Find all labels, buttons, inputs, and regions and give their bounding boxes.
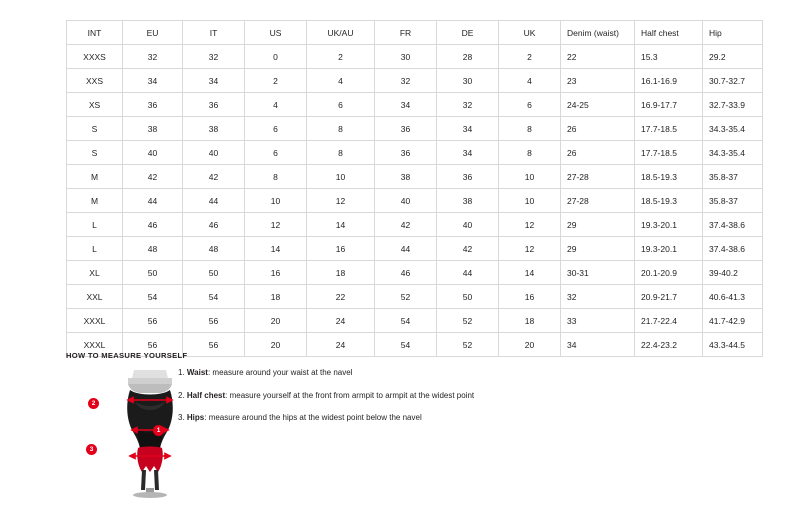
cell-half-chest: 20.1-20.9 <box>635 261 703 285</box>
cell-us: 2 <box>245 69 307 93</box>
cell-hip: 34.3-35.4 <box>703 141 763 165</box>
cell-it: 56 <box>183 333 245 357</box>
cell-half-chest: 20.9-21.7 <box>635 285 703 309</box>
cell-hip: 30.7-32.7 <box>703 69 763 93</box>
cell-hip: 39-40.2 <box>703 261 763 285</box>
cell-half-chest: 17.7-18.5 <box>635 141 703 165</box>
instruction-number: 1. <box>178 368 185 377</box>
cell-half-chest: 15.3 <box>635 45 703 69</box>
cell-int: S <box>67 141 123 165</box>
cell-fr: 34 <box>375 93 437 117</box>
cell-fr: 42 <box>375 213 437 237</box>
cell-it: 32 <box>183 45 245 69</box>
cell-ukau: 14 <box>307 213 375 237</box>
instruction-item-half-chest <box>178 391 738 401</box>
cell-ukau: 4 <box>307 69 375 93</box>
cell-half-chest: 17.7-18.5 <box>635 117 703 141</box>
cell-de: 52 <box>437 333 499 357</box>
cell-denim-waist: 29 <box>561 213 635 237</box>
cell-fr: 30 <box>375 45 437 69</box>
table-row <box>67 189 763 213</box>
cell-eu: 56 <box>123 333 183 357</box>
cell-denim-waist: 24-25 <box>561 93 635 117</box>
cell-de: 28 <box>437 45 499 69</box>
cell-ukau: 10 <box>307 165 375 189</box>
cell-denim-waist: 34 <box>561 333 635 357</box>
cell-int: XXXL <box>67 309 123 333</box>
cell-fr: 40 <box>375 189 437 213</box>
cell-uk: 10 <box>499 189 561 213</box>
cell-us: 16 <box>245 261 307 285</box>
cell-us: 20 <box>245 333 307 357</box>
cell-de: 36 <box>437 165 499 189</box>
cell-hip: 35.8-37 <box>703 189 763 213</box>
cell-eu: 50 <box>123 261 183 285</box>
cell-de: 52 <box>437 309 499 333</box>
cell-denim-waist: 23 <box>561 69 635 93</box>
cell-uk: 18 <box>499 309 561 333</box>
cell-ukau: 8 <box>307 141 375 165</box>
cell-uk: 8 <box>499 141 561 165</box>
instruction-item-hips <box>178 413 738 423</box>
cell-uk: 20 <box>499 333 561 357</box>
cell-int: XXXS <box>67 45 123 69</box>
cell-eu: 48 <box>123 237 183 261</box>
cell-half-chest: 21.7-22.4 <box>635 309 703 333</box>
table-row <box>67 213 763 237</box>
cell-it: 48 <box>183 237 245 261</box>
cell-half-chest: 16.1-16.9 <box>635 69 703 93</box>
column-header-uk: UK <box>499 21 561 45</box>
cell-uk: 12 <box>499 213 561 237</box>
instruction-term: Waist <box>186 368 208 377</box>
table-row <box>67 261 763 285</box>
cell-us: 6 <box>245 141 307 165</box>
cell-us: 20 <box>245 309 307 333</box>
column-header-ukau: UK/AU <box>307 21 375 45</box>
table-row <box>67 237 763 261</box>
cell-uk: 8 <box>499 117 561 141</box>
cell-it: 56 <box>183 309 245 333</box>
cell-uk: 14 <box>499 261 561 285</box>
instruction-text: : measure yourself at the front from armpit to armpit at the widest point <box>225 390 475 400</box>
cell-fr: 38 <box>375 165 437 189</box>
cell-hip: 29.2 <box>703 45 763 69</box>
cell-fr: 36 <box>375 141 437 165</box>
cell-fr: 46 <box>375 261 437 285</box>
cell-half-chest: 16.9-17.7 <box>635 93 703 117</box>
cell-denim-waist: 29 <box>561 237 635 261</box>
cell-de: 44 <box>437 261 499 285</box>
cell-int: L <box>67 237 123 261</box>
column-header-us: US <box>245 21 307 45</box>
cell-us: 12 <box>245 213 307 237</box>
cell-hip: 43.3-44.5 <box>703 333 763 357</box>
table-row <box>67 309 763 333</box>
table-row <box>67 285 763 309</box>
cell-ukau: 2 <box>307 45 375 69</box>
cell-ukau: 24 <box>307 309 375 333</box>
cell-int: S <box>67 117 123 141</box>
cell-eu: 54 <box>123 285 183 309</box>
cell-eu: 44 <box>123 189 183 213</box>
column-header-de: DE <box>437 21 499 45</box>
cell-denim-waist: 27-28 <box>561 189 635 213</box>
cell-fr: 32 <box>375 69 437 93</box>
cell-de: 30 <box>437 69 499 93</box>
cell-denim-waist: 26 <box>561 141 635 165</box>
instruction-item-waist <box>178 368 738 378</box>
instruction-number: 3. <box>178 413 185 423</box>
table-header <box>67 21 763 45</box>
cell-ukau: 16 <box>307 237 375 261</box>
cell-hip: 37.4-38.6 <box>703 213 763 237</box>
cell-denim-waist: 30-31 <box>561 261 635 285</box>
cell-hip: 34.3-35.4 <box>703 117 763 141</box>
cell-ukau: 12 <box>307 189 375 213</box>
cell-half-chest: 18.5-19.3 <box>635 189 703 213</box>
measure-badge-2: 2 <box>88 398 99 409</box>
cell-us: 8 <box>245 165 307 189</box>
table-row <box>67 45 763 69</box>
cell-denim-waist: 22 <box>561 45 635 69</box>
cell-int: XS <box>67 93 123 117</box>
size-chart-container <box>66 20 745 357</box>
cell-fr: 54 <box>375 309 437 333</box>
cell-de: 50 <box>437 285 499 309</box>
cell-half-chest: 19.3-20.1 <box>635 213 703 237</box>
column-header-fr: FR <box>375 21 437 45</box>
cell-int: M <box>67 189 123 213</box>
size-chart-table <box>66 20 763 357</box>
table-row <box>67 93 763 117</box>
cell-de: 38 <box>437 189 499 213</box>
cell-eu: 38 <box>123 117 183 141</box>
column-header-half-chest: Half chest <box>635 21 703 45</box>
instruction-number: 2. <box>178 390 185 400</box>
cell-denim-waist: 26 <box>561 117 635 141</box>
cell-hip: 35.8-37 <box>703 165 763 189</box>
cell-int: XXL <box>67 285 123 309</box>
cell-de: 40 <box>437 213 499 237</box>
cell-it: 46 <box>183 213 245 237</box>
cell-uk: 6 <box>499 93 561 117</box>
cell-denim-waist: 33 <box>561 309 635 333</box>
cell-hip: 41.7-42.9 <box>703 309 763 333</box>
cell-us: 6 <box>245 117 307 141</box>
cell-eu: 56 <box>123 309 183 333</box>
cell-int: L <box>67 213 123 237</box>
cell-us: 4 <box>245 93 307 117</box>
cell-uk: 4 <box>499 69 561 93</box>
cell-it: 44 <box>183 189 245 213</box>
column-header-denim-waist: Denim (waist) <box>561 21 635 45</box>
how-to-measure-title: HOW TO MEASURE YOURSELF <box>66 351 188 360</box>
cell-eu: 32 <box>123 45 183 69</box>
cell-eu: 46 <box>123 213 183 237</box>
cell-us: 10 <box>245 189 307 213</box>
cell-int: XXXL <box>67 333 123 357</box>
cell-uk: 10 <box>499 165 561 189</box>
cell-it: 34 <box>183 69 245 93</box>
cell-it: 38 <box>183 117 245 141</box>
cell-ukau: 8 <box>307 117 375 141</box>
cell-hip: 32.7-33.9 <box>703 93 763 117</box>
measure-badge-1: 1 <box>153 425 164 436</box>
cell-ukau: 24 <box>307 333 375 357</box>
cell-it: 40 <box>183 141 245 165</box>
cell-it: 36 <box>183 93 245 117</box>
cell-uk: 12 <box>499 237 561 261</box>
instruction-text: : measure around your waist at the navel <box>207 368 353 377</box>
table-body <box>67 45 763 357</box>
column-header-hip: Hip <box>703 21 763 45</box>
cell-hip: 40.6-41.3 <box>703 285 763 309</box>
cell-int: M <box>67 165 123 189</box>
cell-us: 14 <box>245 237 307 261</box>
cell-uk: 2 <box>499 45 561 69</box>
cell-it: 50 <box>183 261 245 285</box>
instruction-text: : measure around the hips at the widest point below the navel <box>204 413 422 423</box>
cell-int: XL <box>67 261 123 285</box>
cell-us: 18 <box>245 285 307 309</box>
cell-eu: 36 <box>123 93 183 117</box>
cell-fr: 54 <box>375 333 437 357</box>
table-row <box>67 141 763 165</box>
cell-de: 34 <box>437 117 499 141</box>
measure-badge-3: 3 <box>86 444 97 455</box>
cell-ukau: 6 <box>307 93 375 117</box>
column-header-eu: EU <box>123 21 183 45</box>
column-header-it: IT <box>183 21 245 45</box>
measure-instructions <box>178 368 738 436</box>
cell-hip: 37.4-38.6 <box>703 237 763 261</box>
cell-denim-waist: 32 <box>561 285 635 309</box>
cell-eu: 40 <box>123 141 183 165</box>
table-row <box>67 117 763 141</box>
instruction-term: Half chest <box>186 390 226 400</box>
cell-us: 0 <box>245 45 307 69</box>
cell-fr: 36 <box>375 117 437 141</box>
cell-eu: 42 <box>123 165 183 189</box>
cell-fr: 44 <box>375 237 437 261</box>
cell-ukau: 18 <box>307 261 375 285</box>
cell-half-chest: 22.4-23.2 <box>635 333 703 357</box>
cell-ukau: 22 <box>307 285 375 309</box>
cell-denim-waist: 27-28 <box>561 165 635 189</box>
cell-fr: 52 <box>375 285 437 309</box>
cell-de: 34 <box>437 141 499 165</box>
cell-half-chest: 19.3-20.1 <box>635 237 703 261</box>
cell-eu: 34 <box>123 69 183 93</box>
cell-int: XXS <box>67 69 123 93</box>
cell-uk: 16 <box>499 285 561 309</box>
table-row <box>67 69 763 93</box>
instruction-term: Hips <box>186 413 205 423</box>
cell-half-chest: 18.5-19.3 <box>635 165 703 189</box>
cell-de: 42 <box>437 237 499 261</box>
cell-it: 42 <box>183 165 245 189</box>
column-header-int: INT <box>67 21 123 45</box>
cell-de: 32 <box>437 93 499 117</box>
cell-it: 54 <box>183 285 245 309</box>
table-row <box>67 165 763 189</box>
table-header-row <box>67 21 763 45</box>
